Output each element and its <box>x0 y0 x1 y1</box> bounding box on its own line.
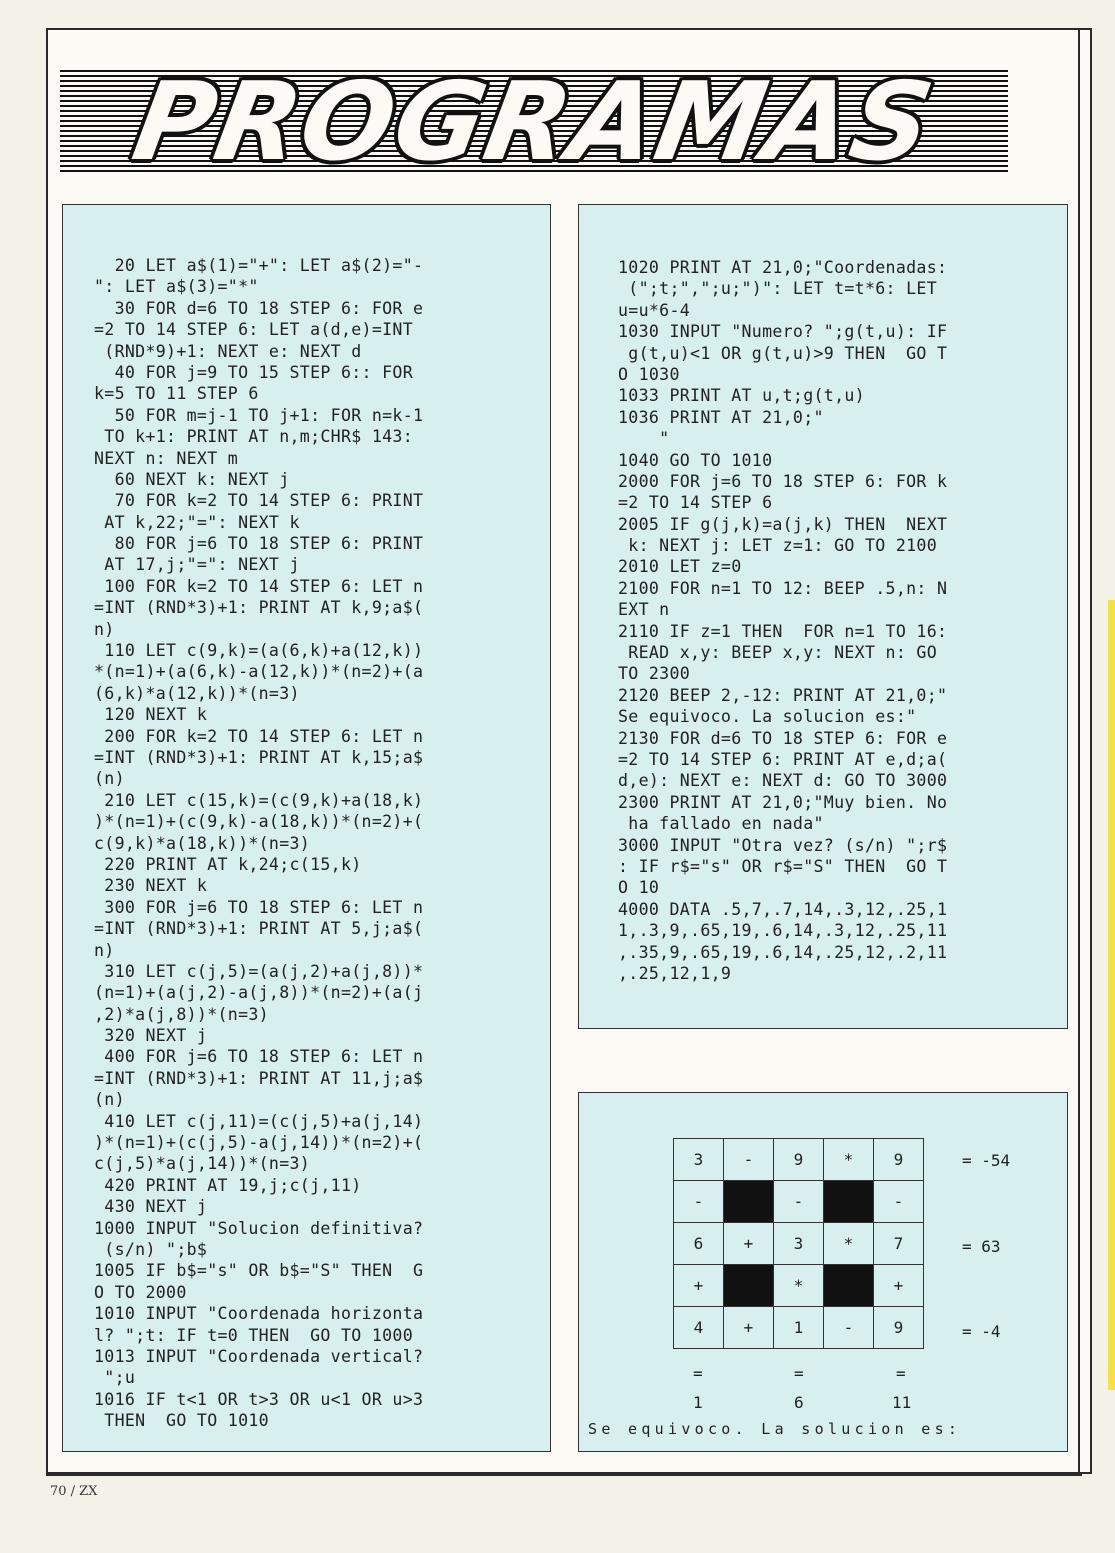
code-line: =INT (RND*3)+1: PRINT AT k,9;a$( <box>94 598 424 618</box>
code-line: 1036 PRINT AT 21,0;" <box>618 407 824 427</box>
code-line: *(n=1)+(a(6,k)-a(12,k))*(n=2)+(a <box>94 662 424 682</box>
grid-cell: + <box>874 1265 924 1307</box>
code-line: : IF r$="s" OR r$="S" THEN GO T <box>618 856 948 876</box>
status-message: Se equivoco. La solucion es: <box>588 1420 962 1438</box>
code-line: O 10 <box>618 878 660 898</box>
code-line: AT 17,j;"=": NEXT j <box>94 555 300 575</box>
code-line: 110 LET c(9,k)=(a(6,k)+a(12,k)) <box>94 641 424 661</box>
code-line: 1010 INPUT "Coordenada horizonta <box>94 1304 424 1324</box>
code-line: 80 FOR j=6 TO 18 STEP 6: PRINT <box>94 534 424 554</box>
grid-cell: 9 <box>874 1307 924 1349</box>
bottom-rule <box>46 1474 1082 1476</box>
right-rule <box>1078 28 1080 1476</box>
code-line: 320 NEXT j <box>94 1026 208 1046</box>
program-listing-left <box>94 255 423 1431</box>
code-line: ha fallado en nada" <box>618 814 824 834</box>
code-line: ";u <box>94 1368 136 1388</box>
code-line: 1040 GO TO 1010 <box>618 450 773 470</box>
code-line: 2100 FOR n=1 TO 12: BEEP .5,n: N <box>618 578 948 598</box>
blocked-cell <box>824 1265 874 1307</box>
code-line: THEN GO TO 1010 <box>94 1411 269 1431</box>
code-line: )*(n=1)+(c(j,5)-a(j,14))*(n=2)+( <box>94 1133 424 1153</box>
code-line: =INT (RND*3)+1: PRINT AT 5,j;a$( <box>94 919 424 939</box>
grid-cell: 3 <box>774 1223 824 1265</box>
code-line: 50 FOR m=j-1 TO j+1: FOR n=k-1 <box>94 405 424 425</box>
code-line: (s/n) ";b$ <box>94 1239 208 1259</box>
code-line: d,e): NEXT e: NEXT d: GO TO 3000 <box>618 771 948 791</box>
puzzle-grid <box>673 1138 924 1349</box>
code-line: (n) <box>94 769 125 789</box>
row-result: = -4 <box>962 1322 1001 1341</box>
code-line: " <box>618 429 670 449</box>
code-line: c(j,5)*a(j,14))*(n=3) <box>94 1154 311 1174</box>
grid-cell: 3 <box>674 1139 724 1181</box>
code-line: TO 2300 <box>618 664 691 684</box>
code-line: AT k,22;"=": NEXT k <box>94 512 300 532</box>
code-line: 200 FOR k=2 TO 14 STEP 6: LET n <box>94 726 424 746</box>
code-line: =INT (RND*3)+1: PRINT AT 11,j;a$ <box>94 1068 424 1088</box>
code-line: 2120 BEEP 2,-12: PRINT AT 21,0;" <box>618 685 948 705</box>
code-line: c(9,k)*a(18,k))*(n=3) <box>94 833 311 853</box>
grid-cell: - <box>724 1139 774 1181</box>
row-result: = 63 <box>962 1237 1001 1256</box>
grid-cell: + <box>674 1265 724 1307</box>
code-line: =2 TO 14 STEP 6 <box>618 493 773 513</box>
code-line: (n=1)+(a(j,2)-a(j,8))*(n=2)+(a(j <box>94 983 424 1003</box>
code-line: O TO 2000 <box>94 1282 187 1302</box>
grid-cell: 4 <box>674 1307 724 1349</box>
code-line: O 1030 <box>618 364 680 384</box>
page-edge-strip <box>1108 600 1115 1390</box>
grid-cell: - <box>824 1307 874 1349</box>
grid-cell: * <box>824 1139 874 1181</box>
grid-cell: - <box>774 1181 824 1223</box>
code-line: EXT n <box>618 600 670 620</box>
grid-cell: + <box>724 1223 774 1265</box>
code-line: 2130 FOR d=6 TO 18 STEP 6: FOR e <box>618 728 948 748</box>
column-equals: = <box>896 1364 906 1383</box>
grid-cell: + <box>724 1307 774 1349</box>
code-line: 20 LET a$(1)="+": LET a$(2)="- <box>94 256 424 275</box>
code-line: 410 LET c(j,11)=(c(j,5)+a(j,14) <box>94 1111 424 1131</box>
code-line: ": LET a$(3)="*" <box>94 277 259 297</box>
grid-row <box>674 1181 924 1223</box>
blocked-cell <box>724 1181 774 1223</box>
code-line: Se equivoco. La solucion es:" <box>618 707 917 727</box>
grid-row <box>674 1265 924 1307</box>
code-line: 3000 INPUT "Otra vez? (s/n) ";r$ <box>618 835 948 855</box>
grid-row <box>674 1139 924 1181</box>
code-line: (n) <box>94 1090 125 1110</box>
grid-row <box>674 1223 924 1265</box>
code-line: 1020 PRINT AT 21,0;"Coordenadas: <box>618 258 948 277</box>
grid-cell: * <box>774 1265 824 1307</box>
code-line: 400 FOR j=6 TO 18 STEP 6: LET n <box>94 1047 424 1067</box>
code-line: 2110 IF z=1 THEN FOR n=1 TO 16: <box>618 621 948 641</box>
code-line: 1,.3,9,.65,19,.6,14,.3,12,.25,11 <box>618 921 948 941</box>
code-line: 220 PRINT AT k,24;c(15,k) <box>94 854 362 874</box>
code-line: 1000 INPUT "Solucion definitiva? <box>94 1218 424 1238</box>
grid-cell: 7 <box>874 1223 924 1265</box>
code-line: 70 FOR k=2 TO 14 STEP 6: PRINT <box>94 491 424 511</box>
grid-cell: 9 <box>874 1139 924 1181</box>
code-line: 1016 IF t<1 OR t>3 OR u<1 OR u>3 <box>94 1389 424 1409</box>
code-line: 1005 IF b$="s" OR b$="S" THEN G <box>94 1261 424 1281</box>
code-line: =2 TO 14 STEP 6: PRINT AT e,d;a( <box>618 749 948 769</box>
code-line: 210 LET c(15,k)=(c(9,k)+a(18,k) <box>94 790 424 810</box>
code-line: (RND*9)+1: NEXT e: NEXT d <box>94 341 362 361</box>
column-equals: = <box>794 1364 804 1383</box>
code-line: (";t;",";u;")": LET t=t*6: LET <box>618 279 937 299</box>
code-line: =INT (RND*3)+1: PRINT AT k,15;a$ <box>94 747 424 767</box>
code-line: ,.35,9,.65,19,.6,14,.25,12,.2,11 <box>618 942 948 962</box>
code-line: 230 NEXT k <box>94 876 208 896</box>
code-line: 430 NEXT j <box>94 1197 208 1217</box>
code-line: 300 FOR j=6 TO 18 STEP 6: LET n <box>94 897 424 917</box>
code-line: 1030 INPUT "Numero? ";g(t,u): IF <box>618 322 948 342</box>
code-line: 2000 FOR j=6 TO 18 STEP 6: FOR k <box>618 471 948 491</box>
code-line: k: NEXT j: LET z=1: GO TO 2100 <box>618 536 937 556</box>
code-line: n) <box>94 940 115 960</box>
code-line: ,.25,12,1,9 <box>618 963 732 983</box>
code-line: l? ";t: IF t=0 THEN GO TO 1000 <box>94 1325 413 1345</box>
grid-row <box>674 1307 924 1349</box>
row-result: = -54 <box>962 1151 1011 1170</box>
code-line: u=u*6-4 <box>618 300 691 320</box>
code-line: )*(n=1)+(c(9,k)-a(18,k))*(n=2)+( <box>94 812 424 832</box>
code-line: ,2)*a(j,8))*(n=3) <box>94 1004 269 1024</box>
code-line: TO k+1: PRINT AT n,m;CHR$ 143: <box>94 427 413 447</box>
code-line: 2005 IF g(j,k)=a(j,k) THEN NEXT <box>618 514 948 534</box>
code-line: 2300 PRINT AT 21,0;"Muy bien. No <box>618 792 948 812</box>
blocked-cell <box>724 1265 774 1307</box>
grid-cell: 1 <box>774 1307 824 1349</box>
code-line: 1033 PRINT AT u,t;g(t,u) <box>618 386 865 406</box>
code-line: 420 PRINT AT 19,j;c(j,11) <box>94 1175 362 1195</box>
grid-cell: 9 <box>774 1139 824 1181</box>
column-result: 11 <box>892 1393 912 1412</box>
code-line: 100 FOR k=2 TO 14 STEP 6: LET n <box>94 576 424 596</box>
grid-cell: * <box>824 1223 874 1265</box>
code-line: 60 NEXT k: NEXT j <box>94 469 290 489</box>
column-result: 6 <box>794 1393 804 1412</box>
code-line: (6,k)*a(12,k))*(n=3) <box>94 683 300 703</box>
page-folio: 70 / ZX <box>50 1484 98 1499</box>
grid-cell: - <box>674 1181 724 1223</box>
column-result: 1 <box>693 1393 703 1412</box>
code-line: n) <box>94 619 115 639</box>
code-line: k=5 TO 11 STEP 6 <box>94 384 259 404</box>
code-line: 30 FOR d=6 TO 18 STEP 6: FOR e <box>94 298 424 318</box>
code-line: =2 TO 14 STEP 6: LET a(d,e)=INT <box>94 320 413 340</box>
section-header <box>60 59 1008 185</box>
column-equals: = <box>693 1364 703 1383</box>
code-line: NEXT n: NEXT m <box>94 448 239 468</box>
program-listing-right <box>618 257 947 984</box>
code-line: 40 FOR j=9 TO 15 STEP 6:: FOR <box>94 362 413 382</box>
grid-cell: 6 <box>674 1223 724 1265</box>
code-line: 310 LET c(j,5)=(a(j,2)+a(j,8))* <box>94 961 424 981</box>
code-line: 120 NEXT k <box>94 705 208 725</box>
grid-cell: - <box>874 1181 924 1223</box>
blocked-cell <box>824 1181 874 1223</box>
section-title: PROGRAMAS <box>124 59 944 185</box>
code-line: 1013 INPUT "Coordenada vertical? <box>94 1346 424 1366</box>
code-line: 4000 DATA .5,7,.7,14,.3,12,.25,1 <box>618 899 948 919</box>
code-line: g(t,u)<1 OR g(t,u)>9 THEN GO T <box>618 343 948 363</box>
code-line: 2010 LET z=0 <box>618 557 742 577</box>
code-line: READ x,y: BEEP x,y: NEXT n: GO <box>618 643 937 663</box>
